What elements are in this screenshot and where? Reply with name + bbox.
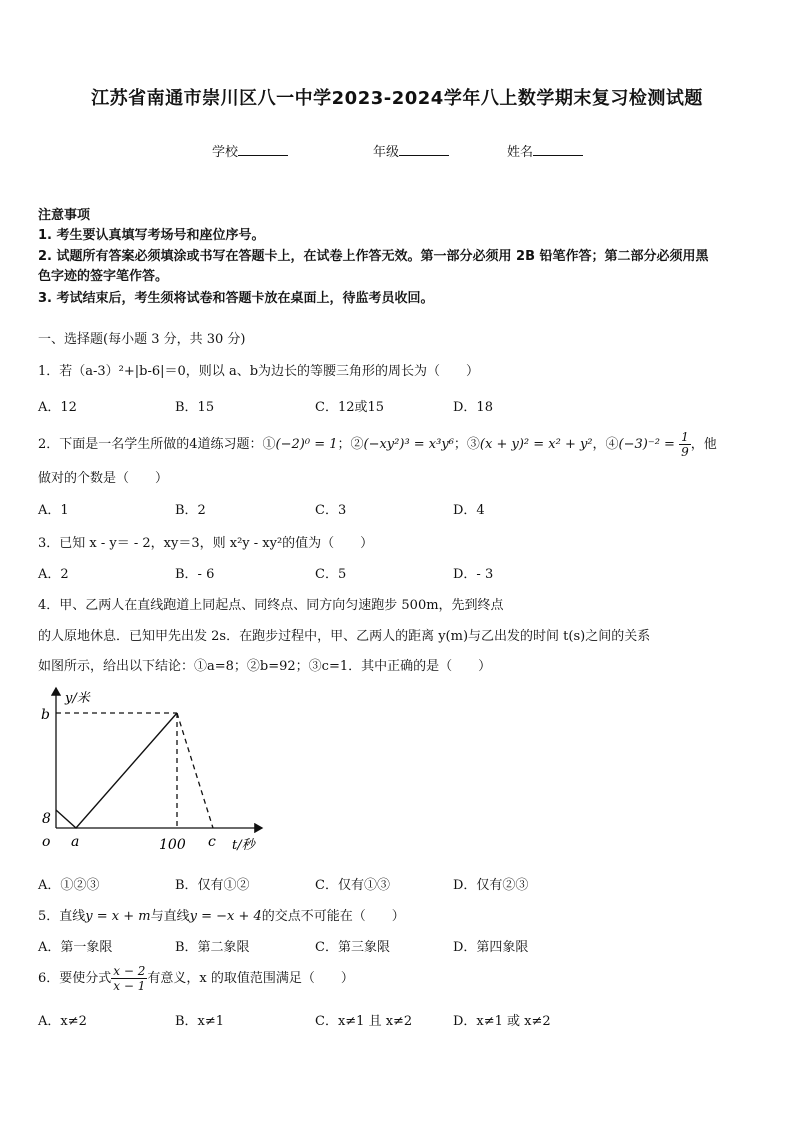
q2-fraction <box>679 430 691 459</box>
question-5-stem <box>38 905 405 924</box>
q5-prefix: 5．直线 <box>38 909 86 924</box>
q2-frac-den: 9 <box>681 445 689 459</box>
q2-expr-3: (x + y)² = x² + y² <box>479 437 593 452</box>
q6-suffix: 有意义，x 的取值范围满足（ ） <box>147 971 354 986</box>
question-2-stem-line2: 做对的个数是（ ） <box>38 471 169 486</box>
y-axis-label: y/米 <box>65 691 90 706</box>
distance-time-graph <box>34 684 274 859</box>
b-label: b <box>41 707 50 723</box>
q6-frac-num: x − 2 <box>113 964 146 978</box>
exam-title: 江苏省南通市崇川区八一中学2023-2024学年八上数学期末复习检测试题 <box>91 88 703 109</box>
q5-option-c[interactable]: C．第三象限 <box>315 940 390 955</box>
q2-sep: ，④ <box>592 437 619 452</box>
school-label: 学校 <box>212 145 239 160</box>
q2-prefix: 2．下面是一名学生所做的4道练习题：① <box>38 437 276 452</box>
notes-heading: 注意事项 <box>38 208 91 223</box>
question-6-stem <box>38 964 354 993</box>
q5-mid: 与直线 <box>150 909 190 924</box>
question-4-line1: 4．甲、乙两人在直线跑道上同起点、同终点、同方向匀速跑步 500m，先到终点 <box>38 598 504 613</box>
q2-option-a[interactable]: A．1 <box>38 503 69 518</box>
note-item: 1. 考生要认真填写考场号和座位序号。 <box>38 228 265 243</box>
q6-option-b[interactable]: B．x≠1 <box>175 1014 225 1029</box>
name-label: 姓名 <box>507 145 534 160</box>
note-item: 3. 考试结束后，考生须将试卷和答题卡放在桌面上，待监考员收回。 <box>38 291 434 306</box>
a-label: a <box>71 834 80 850</box>
q2-expr-2: (−xy²)³ = x³y⁶ <box>363 437 454 452</box>
question-3-stem: 3．已知 x - y＝ - 2，xy＝3，则 x²y - xy²的值为（ ） <box>38 536 374 551</box>
section-heading: 一、选择题(每小题 3 分，共 30 分) <box>38 332 246 347</box>
q1-option-a[interactable]: A．12 <box>38 400 77 415</box>
c-label: c <box>208 834 216 850</box>
hundred-label: 100 <box>159 837 186 853</box>
c-dashed-line <box>177 713 213 828</box>
q6-fraction <box>111 964 147 993</box>
school-blank[interactable] <box>238 143 288 156</box>
x-axis-label: t/秒 <box>232 838 255 853</box>
q2-expr-4: (−3)⁻² = <box>618 437 675 452</box>
q1-option-b[interactable]: B．15 <box>175 400 215 415</box>
question-1-stem: 1．若（a-3）²+|b-6|＝0，则以 a、b为边长的等腰三角形的周长为（ ） <box>38 364 480 379</box>
q5-line-1: y = x + m <box>85 909 151 924</box>
q5-option-a[interactable]: A．第一象限 <box>38 940 113 955</box>
q1-option-d[interactable]: D．18 <box>453 400 493 415</box>
q5-option-b[interactable]: B．第二象限 <box>175 940 250 955</box>
q4-option-a[interactable]: A．①②③ <box>38 878 100 893</box>
q2-sep: ；③ <box>453 437 480 452</box>
q6-option-a[interactable]: A．x≠2 <box>38 1014 87 1029</box>
eight-label: 8 <box>42 811 51 827</box>
q5-line-2: y = −x + 4 <box>189 909 262 924</box>
q6-option-d[interactable]: D．x≠1 或 x≠2 <box>453 1014 551 1029</box>
note-item: 色字迹的签字笔作答。 <box>38 269 169 284</box>
q3-option-a[interactable]: A．2 <box>38 567 69 582</box>
q2-frac-num: 1 <box>681 430 689 444</box>
school-field <box>212 141 288 160</box>
q2-sep: ；② <box>337 437 364 452</box>
question-4-line3: 如图所示，给出以下结论：①a=8；②b=92；③c=1．其中正确的是（ ） <box>38 659 492 674</box>
q6-prefix: 6．要使分式 <box>38 971 112 986</box>
q3-option-b[interactable]: B．- 6 <box>175 567 215 582</box>
q4-option-b[interactable]: B．仅有①② <box>175 878 250 893</box>
question-2-stem <box>38 430 717 459</box>
question-4-line2: 的人原地休息．已知甲先出发 2s．在跑步过程中，甲、乙两人的距离 y(m)与乙出发的时间 t(s)之间的关系 <box>38 629 651 644</box>
q6-frac-den: x − 1 <box>113 979 146 993</box>
grade-field <box>373 141 449 160</box>
q5-suffix: 的交点不可能在（ ） <box>261 909 405 924</box>
q2-option-d[interactable]: D．4 <box>453 503 485 518</box>
grade-label: 年级 <box>373 145 400 160</box>
name-blank[interactable] <box>533 143 583 156</box>
distance-curve <box>56 713 177 828</box>
origin-label: o <box>42 834 51 850</box>
q5-option-d[interactable]: D．第四象限 <box>453 940 529 955</box>
name-field <box>507 141 583 160</box>
note-item: 2. 试题所有答案必须填涂或书写在答题卡上，在试卷上作答无效。第一部分必须用 2B 铅笔作答；第二部分必须用黑 <box>38 249 709 264</box>
q1-option-c[interactable]: C．12或15 <box>315 400 385 415</box>
q6-option-c[interactable]: C．x≠1 且 x≠2 <box>315 1014 413 1029</box>
q2-option-b[interactable]: B．2 <box>175 503 206 518</box>
q2-suffix: ，他 <box>690 437 717 452</box>
q3-option-d[interactable]: D．- 3 <box>453 567 494 582</box>
q4-option-c[interactable]: C．仅有①③ <box>315 878 390 893</box>
q4-option-d[interactable]: D．仅有②③ <box>453 878 529 893</box>
q3-option-c[interactable]: C．5 <box>315 567 347 582</box>
grade-blank[interactable] <box>399 143 449 156</box>
q2-option-c[interactable]: C．3 <box>315 503 347 518</box>
q2-expr-1: (−2)⁰ = 1 <box>275 437 338 452</box>
